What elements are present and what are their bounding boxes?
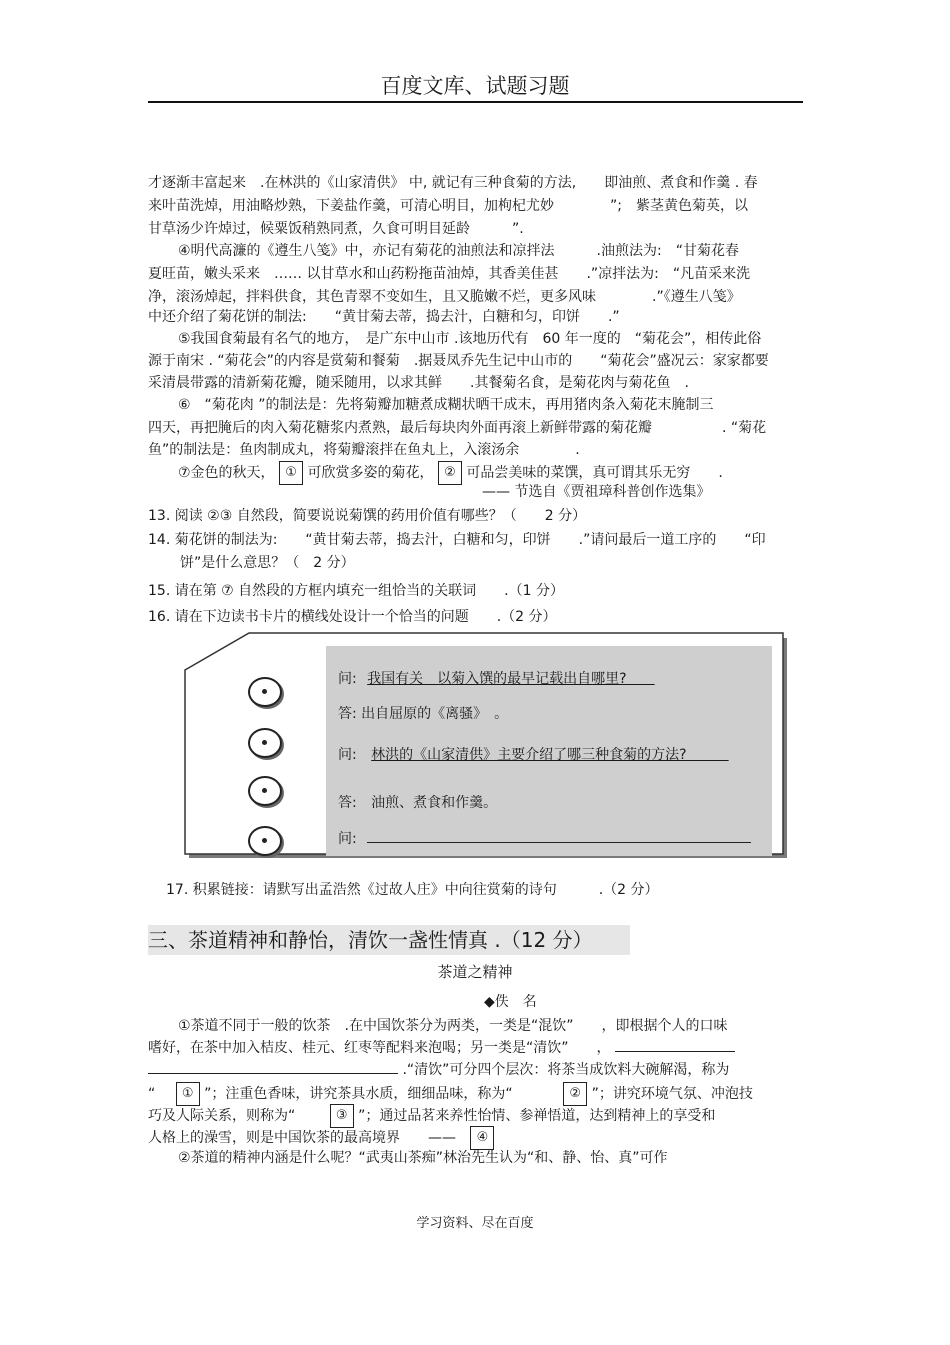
tea-answer-box-4[interactable]: ④ [470,1126,494,1150]
card-answer-2-text: 油煎、煮食和作羹。 [371,795,498,811]
section-3-heading: 三、茶道精神和静怡，清饮一盏性情真 .（12 分） [148,925,630,955]
card-question-2 [338,744,729,764]
section-3-paragraph-2: ②茶道的精神内涵是什么呢？“武夷山茶痴”林治先生认为“和、静、怡、真”可作 [178,1150,668,1166]
section-3-paragraph-1-text: “ [148,1086,156,1102]
answer-box-2[interactable]: ② [438,461,462,485]
section-3-paragraph-1 [148,1126,808,1150]
binder-ring-icon [248,826,282,856]
source-citation: —— 节选自《贾祖璋科普创作选集》 [482,484,711,500]
binder-ring-icon [248,677,282,707]
tea-answer-box-2[interactable]: ② [563,1082,587,1106]
paragraph-4-line: 净，滚汤焯起，拌料供食，其色青翠不变如生，且又脆嫩不烂，更多风味 .”《遵生八笺》 [148,289,741,305]
section-3-paragraph-1 [148,1082,808,1106]
section-3-paragraph-1: ①茶道不同于一般的饮茶 .在中国饮茶分为两类，一类是“混饮” ，即根据个人的口味 [178,1018,728,1034]
paragraph-4-line: 夏旺苗，嫩头采来 …… 以甘草水和山药粉拖苗油焯，其香美佳甚 .”凉拌法为: “凡苗采来洗 [148,266,751,282]
card-question-2-text: 林洪的《山家清供》主要介绍了哪三种食菊的方法? [371,747,729,763]
paragraph-7-text: 可品尝美味的菜馔，真可谓其乐无穷 . [466,465,723,481]
card-label: 答: [338,706,357,722]
article-author: ◆佚 名 [484,994,537,1010]
card-label: 问: [338,747,357,763]
paragraph-line: 甘草汤少许焯过，候粟饭稍熟同煮，久食可明目延龄 ”. [148,221,524,237]
answer-box-1[interactable]: ① [279,461,303,485]
section-3-paragraph-1 [148,1104,808,1128]
paragraph-5-line: ⑤我国食菊最有名气的地方， 是广东中山市 .该地历代有 60 年一度的 “菊花会”，相传此俗 [178,331,762,347]
section-3-paragraph-1-text: ”；讲究环境气氛、冲泡技 [591,1086,753,1102]
card-answer-1-text: 出自屈原的《离骚》 。 [361,706,509,722]
article-title: 茶道之精神 [437,963,513,981]
question-17: 17. 积累链接：请默写出孟浩然《过故人庄》中向往赏菊的诗句 .（2 分） [166,882,659,898]
binder-ring-icon [248,728,282,758]
paragraph-6-line: ⑥ “菊花肉 ”的制法是：先将菊瓣加糖煮成糊状晒干成末，再用猪肉条入菊花末腌制三 [178,397,714,413]
page-header-title: 百度文库、试题习题 [380,74,570,98]
card-question-3 [338,828,751,848]
question-16: 16. 请在下边读书卡片的横线处设计一个恰当的问题 .（2 分） [148,609,557,625]
paragraph-6-line: 四天，再把腌后的肉入菊花糖浆内煮熟，最后每块肉外面再滚上新鲜带露的菊花瓣 . “菊花 [148,420,767,436]
paragraph-4-line: ④明代高濂的《遵生八笺》中，亦记有菊花的油煎法和凉拌法 .油煎法为: “甘菊花春 [178,243,739,259]
card-question-1 [338,668,655,688]
card-question-1-text: 我国有关 以菊入馔的最早记载出自哪里? [367,671,655,687]
tea-answer-box-3[interactable]: ③ [330,1104,354,1128]
answer-blank[interactable] [615,1051,735,1052]
card-answer-1 [338,703,508,723]
card-label: 问: [338,831,357,847]
paragraph-7-text: ⑦金色的秋天， [178,465,275,481]
paragraph-7-text: 可欣赏多姿的菊花， [307,465,434,481]
question-13: 13. 阅读 ②③ 自然段，简要说说菊馔的药用价值有哪些？（ 2 分） [148,508,587,524]
section-3-paragraph-1-text: .“清饮”可分四个层次：将茶当成饮料大碗解渴，称为 [402,1062,730,1078]
card-answer-2 [338,792,497,812]
answer-blank[interactable] [148,1073,398,1074]
paragraph-5-line: 采清晨带露的清新菊花瓣，随采随用，以求其鲜 .其餐菊名食，是菊花肉与菊花鱼 . [148,375,689,391]
card-label: 答: [338,795,357,811]
card-label: 问: [338,671,357,687]
paragraph-6-line: 鱼”的制法是：鱼肉制成丸，将菊瓣滚拌在鱼丸上，入滚汤余 . [148,442,580,458]
section-3-paragraph-1-text: 人格上的澡雪，则是中国饮茶的最高境界 —— [148,1130,456,1146]
section-3-paragraph-1 [148,1060,808,1080]
paragraph-line: 来叶苗洗焯，用油略炒熟，下姜盐作羹，可清心明目，加枸杞尤妙 ”; 紫茎黄色菊英，以 [148,198,748,214]
section-3-paragraph-1 [148,1038,808,1058]
question-15: 15. 请在第 ⑦ 自然段的方框内填充一组恰当的关联词 .（1 分） [148,583,564,599]
binder-ring-icon [248,776,282,806]
section-3-paragraph-1-text: ”；注重色香味，讲究茶具水质，细细品味，称为“ [204,1086,513,1102]
question-14: 14. 菊花饼的制法为: “黄甘菊去蒂，捣去汁，白糖和匀，印饼 .”请问最后一道工序的 “印 [148,532,766,548]
paragraph-4-line: 中还介绍了菊花饼的制法: “黄甘菊去蒂，捣去汁，白糖和匀，印饼 .” [148,309,620,325]
card-question-3-blank[interactable] [367,842,751,843]
section-3-paragraph-1-text: 嗜好，在茶中加入桔皮、桂元、红枣等配料来泡喝；另一类是“清饮” ， [148,1040,611,1056]
paragraph-5-line: 源于南宋 . “菊花会”的内容是赏菊和餐菊 .据聂凤乔先生记中山市的 “菊花会”盛况云：家家都要 [148,353,769,369]
paragraph-line: 才逐渐丰富起来 .在林洪的《山家清供》 中, 就记有三种食菊的方法, 即油煎、煮食和作羹 . 春 [148,175,758,191]
section-3-paragraph-1-text: 巧及人际关系，则称为“ [148,1108,296,1124]
question-14-cont: 饼”是什么意思？（ 2 分） [180,555,355,571]
section-3-paragraph-1-text: ”；通过品茗来养性怡情、参禅悟道，达到精神上的享受和 [358,1108,716,1124]
tea-answer-box-1[interactable]: ① [176,1082,200,1106]
header-rule [148,101,803,103]
page-footer: 学习资料、尽在百度 [416,1216,534,1231]
